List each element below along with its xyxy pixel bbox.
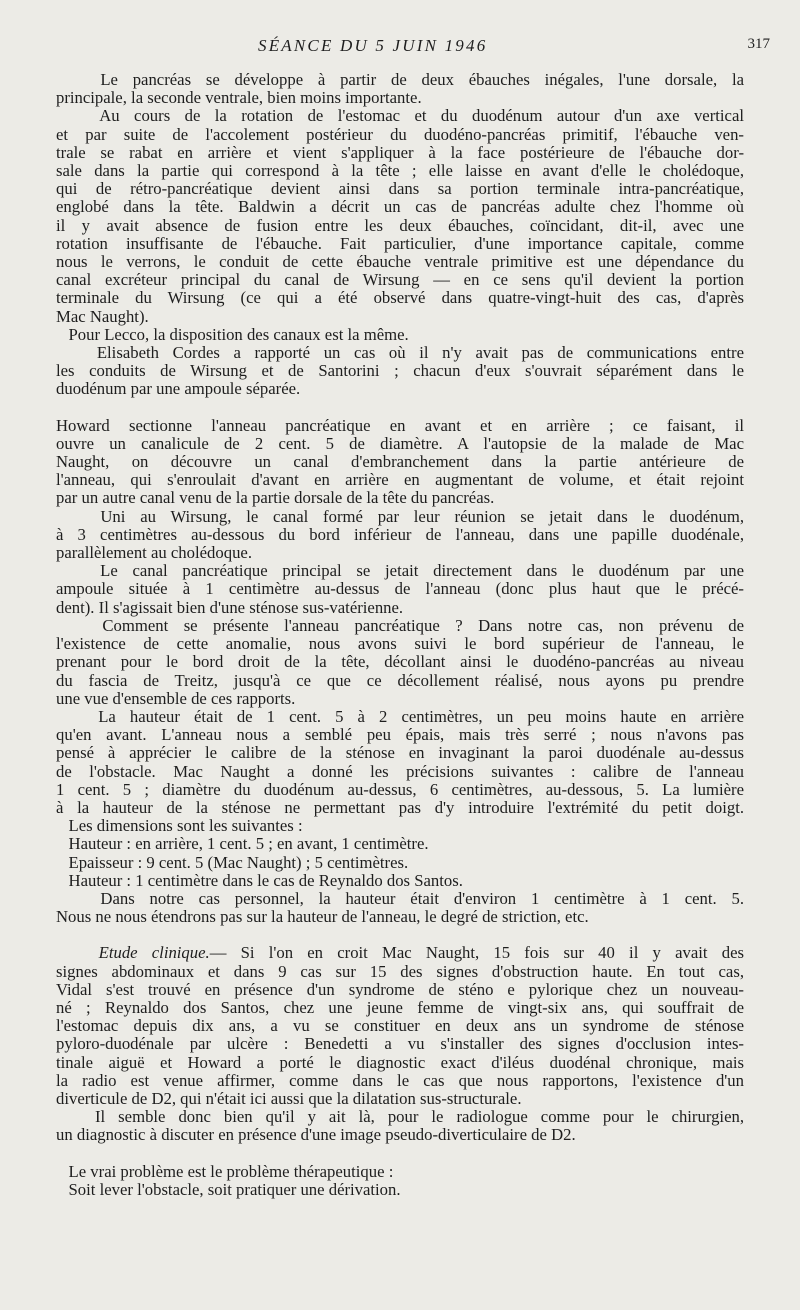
text-line: nous le verrons, le conduit de cette ébauche ventrale primitive est une dépendance du [56,252,744,272]
text-line: Au cours de la rotation de l'estomac et du duodénum autour d'un axe vertical [56,106,744,126]
text-line: Le canal pancréatique principal se jetait directement dans le duodénum par une [56,561,744,581]
text-line: à la hauteur de la sténose ne permettant pas d'y introduire l'extrémité du petit doigt. [56,797,744,817]
text-line: Elisabeth Cordes a rapporté un cas où il n'y avait pas de communications entre [56,343,744,363]
text-line: un diagnostic à discuter en présence d'une image pseudo-diverticulaire de D2. [56,1125,576,1145]
text-line: Epaisseur : 9 cent. 5 (Mac Naught) ; 5 centimètres. [56,852,409,872]
text-line: prenant pour le bord droit de la tête, décollant ainsi le duodéno-pancréas au niveau [56,652,744,672]
text-line: de l'obstacle. Mac Naught a donné les précisions suivantes : calibre de l'anneau [56,761,744,781]
text-line: signes abdominaux et dans 9 cas sur 15 des signes d'obstruction haute. En tout cas, [56,961,744,981]
text-line: canal excréteur principal du canal de Wirsung — en ce sens qu'il devient la portion [56,270,744,290]
text-line: Howard sectionne l'anneau pancréatique en avant et en arrière ; ce faisant, il [56,415,744,435]
paragraph-gap [56,399,744,417]
text-line: terminale du Wirsung (ce qui a été observé dans quatre-vingt-huit des cas, d'après [56,288,744,308]
text-line: une vue d'ensemble de ces rapports. [56,688,296,708]
text-line: pensé à apprécier le calibre de la sténose en invaginant la paroi duodénale au-dessus [56,743,744,763]
text-line: Soit lever l'obstacle, soit pratiquer une dérivation. [56,1179,401,1199]
text-line: pyloro-duodénale par ulcère : Benedetti a vu s'installer des signes d'occlusion intes- [56,1034,744,1054]
text-line: Etude clinique.— Si l'on en croit Mac Naught, 15 fois sur 40 il y avait des [98,943,744,963]
text-line: La hauteur était de 1 cent. 5 à 2 centimètres, un peu moins haute en arrière [56,706,744,726]
paragraph-gap [56,1145,744,1163]
text-line: dent). Il s'agissait bien d'une sténose sus-vatérienne. [56,597,404,617]
text-line: Hauteur : 1 centimètre dans le cas de Reynaldo dos Santos. [56,870,463,890]
text-line: tinale aiguë et Howard a porté le diagnostic exact d'iléus duodénal chronique, mais [56,1052,744,1072]
text-line: diverticule de D2, qui n'était ici aussi que la dilatation sus-structurale. [56,1088,522,1108]
text-line: Vidal s'est trouvé en présence d'un syndrome de sténo e pylorique chez un nouveau- [56,979,744,999]
text-line: Comment se présente l'anneau pancréatique ? Dans notre cas, non prévenu de [56,615,744,635]
text-line: duodénum par une ampoule séparée. [56,379,301,399]
text-line: Uni au Wirsung, le canal formé par leur réunion se jetait dans le duodénum, [56,506,744,526]
text-line: et par suite de l'accolement postérieur du duodéno-pancréas primitif, l'ébauche ven- [56,124,744,144]
text-line: il y avait absence de fusion entre les deux ébauches, coïncidant, dit-il, avec une [56,215,744,235]
text-line: sale dans la partie qui correspond à la tête ; elle laisse en avant d'elle le cholédoque, [56,161,744,181]
text-line: la radio est venue affirmer, comme dans le cas que nous rapportons, l'existence d'un [56,1070,744,1090]
text-line: Hauteur : en arrière, 1 cent. 5 ; en avant, 1 centimètre. [56,834,429,854]
text-line: Naught, on découvre un canal d'embranchement dans la partie antérieure de [56,452,744,472]
text-line: né ; Reynaldo dos Santos, chez une jeune femme de vingt-six ans, qui souffrait de [56,997,744,1017]
text-line: Pour Lecco, la disposition des canaux est la même. [56,324,409,344]
text-line: l'estomac depuis dix ans, a vu se constituer en deux ans un syndrome de sténose [56,1016,744,1036]
text-line: parallèlement au cholédoque. [56,543,252,563]
text-line: ampoule située à 1 centimètre au-dessus de l'anneau (donc plus haut que le précé- [56,579,744,599]
text-line: qu'en avant. L'anneau nous a semblé peu épais, mais très serré ; nous n'avons pas [56,725,744,745]
text-line: principale, la seconde ventrale, bien moins importante. [56,88,422,108]
text-line: ouvre un canalicule de 2 cent. 5 de diamètre. A l'autopsie de la malade de Mac [56,433,744,453]
text-line: les conduits de Wirsung et de Santorini ; chacun d'eux s'ouvrait séparément dans le [56,361,744,381]
body-text [56,71,744,1199]
text-line: Il semble donc bien qu'il y ait là, pour le radiologue comme pour le chirurgien, [56,1107,744,1127]
section-heading: Etude clinique. [98,943,210,963]
text-line: englobé dans la tête. Baldwin a décrit un cas de pancréas adulte chez l'homme où [56,197,744,217]
text-line: Dans notre cas personnel, la hauteur était d'environ 1 centimètre à 1 cent. 5. [56,888,744,908]
text-line: 1 cent. 5 ; diamètre du duodénum au-dessus, 6 centimètres, au-dessous, 5. La lumière [56,779,744,799]
paragraph-gap [56,926,744,944]
text-line: l'anneau, qui s'enroulait d'avant en arrière en augmentant de volume, et était rejoint [56,470,744,490]
text-line: Mac Naught). [56,306,149,326]
running-head: SÉANCE DU 5 JUIN 1946 [258,36,488,55]
text-line: par un autre canal venu de la partie dorsale de la tête du pancréas. [56,488,495,508]
text-line: trale se rabat en arrière et vient s'appliquer à la face postérieure de l'ébauche dor- [56,142,744,162]
text-line: Les dimensions sont les suivantes : [56,816,303,836]
text-line: Le vrai problème est le problème thérapeutique : [56,1161,394,1181]
text-line: qui de rétro-pancréatique devient ainsi dans sa portion terminale intra-pancréatique, [56,179,744,199]
text-line: l'existence de cette anomalie, nous avons suivi le bord supérieur de l'anneau, le [56,634,744,654]
page-header [0,36,800,60]
text-line: Le pancréas se développe à partir de deux ébauches inégales, l'une dorsale, la [56,70,744,89]
text-line: à 3 centimètres au-dessous du bord inférieur de l'anneau, dans une papille duodénale, [56,524,744,544]
text-line: rotation insuffisante de l'ébauche. Fait particulier, d'une importance capitale, comme [56,233,744,253]
text-line: du fascia de Treitz, jusqu'à ce que ce décollement réalisé, nous ayons pu prendre [56,670,744,690]
page-number: 317 [747,36,770,52]
text-line: Nous ne nous étendrons pas sur la hauteur de l'anneau, le degré de striction, etc. [56,907,589,927]
